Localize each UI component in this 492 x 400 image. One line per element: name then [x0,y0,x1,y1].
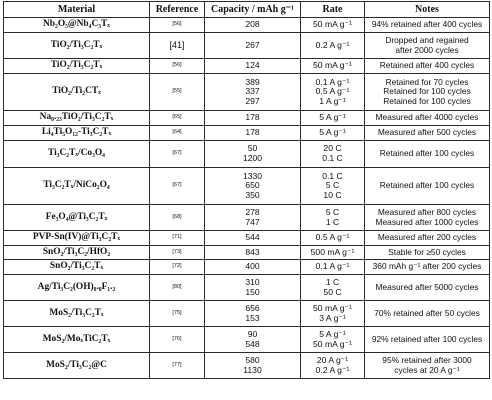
material-cell: Ti₃C₂Tₓ/Co₃O₄ [4,141,150,168]
material-cell: PVP-Sn(IV)@Ti₃C₂Tₓ [4,231,150,246]
table-row [4,59,490,74]
reference-cell: [75] [150,301,205,327]
table-row [4,205,490,231]
table-row [4,18,490,33]
reference-cell: [65] [150,111,205,126]
capacity-cell: 50 1200 [205,141,301,168]
table-row [4,168,490,205]
capacity-cell: 843 [205,246,301,260]
capacity-cell: 208 [205,18,301,33]
reference-cell: [72] [150,260,205,275]
capacity-cell: 544 [205,231,301,246]
material-cell: TiO₂/Ti₃C₂Tₓ [4,33,150,59]
notes-cell: Stable for ≥50 cycles [365,246,490,260]
reference-cell: [77] [150,353,205,379]
rate-cell: 5 A g⁻¹ [301,111,365,126]
rate-cell: 20 A g⁻¹ 0.2 A g⁻¹ [301,353,365,379]
rate-cell: 20 C 0.1 C [301,141,365,168]
reference-header: Reference [150,2,205,18]
capacity-cell: 178 [205,111,301,126]
notes-cell: Retained for 70 cycles Retained for 100 cycles Retained for 100 cycles [365,74,490,111]
reference-cell: [76] [150,327,205,353]
capacity-cell: 90 548 [205,327,301,353]
reference-cell: [73] [150,246,205,260]
rate-header: Rate [301,2,365,18]
table-row [4,231,490,246]
material-cell: Nb₂O₅@Nb₄C₃Tₓ [4,18,150,33]
material-cell: SnO₂/Ti₃C₂Tₓ [4,260,150,275]
capacity-cell: 656 153 [205,301,301,327]
material-cell: Fe₃O₄@Ti₃C₂Tₓ [4,205,150,231]
material-cell: Ag/Ti₃C₂(OH)₀.₈F₁.₂ [4,275,150,301]
capacity-cell: 178 [205,126,301,141]
rate-cell: 5 A g⁻¹ 50 mA g⁻¹ [301,327,365,353]
rate-cell: 0.5 A g⁻¹ [301,231,365,246]
notes-cell: Retained after 100 cycles [365,168,490,205]
reference-cell: [55] [150,74,205,111]
notes-cell: 360 mAh g⁻¹ after 200 cycles [365,260,490,275]
reference-cell: [67] [150,168,205,205]
material-cell: Na₀.₂₃TiO₂/Ti₃C₂Tₓ [4,111,150,126]
capacity-table [3,1,490,379]
notes-cell: Measured after 500 cycles [365,126,490,141]
reference-cell: [67] [150,141,205,168]
material-cell: Li₄Ti₅O₁₂-Ti₃C₂Tₓ [4,126,150,141]
reference-cell: [56] [150,18,205,33]
material-cell: Ti₃C₂Tₓ/NiCo₂O₄ [4,168,150,205]
material-cell: SnO₂/Ti₃C₂/HfO₂ [4,246,150,260]
reference-cell: [41] [150,33,205,59]
notes-cell: 95% retained after 3000 cycles at 20 A g⁻¹ [365,353,490,379]
table-row [4,126,490,141]
material-cell: MoS₂/MoₓTiC₂Tₓ [4,327,150,353]
table-row [4,353,490,379]
rate-cell: 50 mA g⁻¹ [301,18,365,33]
table-row [4,301,490,327]
notes-cell: Retained after 400 cycles [365,59,490,74]
notes-cell: 94% retained after 400 cycles [365,18,490,33]
capacity-cell: 580 1130 [205,353,301,379]
capacity-cell: 124 [205,59,301,74]
capacity-header: Capacity / mAh g⁻¹ [205,2,301,18]
table-row [4,74,490,111]
notes-cell: Measured after 4000 cycles [365,111,490,126]
capacity-cell: 267 [205,33,301,59]
material-cell: TiO₂/Ti₃C₂Tₓ [4,59,150,74]
reference-cell: [80] [150,275,205,301]
notes-cell: 92% retained after 100 cycles [365,327,490,353]
notes-cell: Dropped and regained after 2000 cycles [365,33,490,59]
reference-cell: [68] [150,205,205,231]
rate-cell: 1 C 50 C [301,275,365,301]
table-row [4,246,490,260]
material-cell: MoS₂/Ti₃C₂Tₓ [4,301,150,327]
material-cell: TiO₂/Ti₂CTₓ [4,74,150,111]
table-row [4,275,490,301]
rate-cell: 0.2 A g⁻¹ [301,33,365,59]
notes-cell: Retained after 100 cycles [365,141,490,168]
table-row [4,260,490,275]
capacity-cell: 278 747 [205,205,301,231]
rate-cell: 500 mA g⁻¹ [301,246,365,260]
reference-cell: [56] [150,59,205,74]
table-row [4,111,490,126]
rate-cell: 50 mA g⁻¹ [301,59,365,74]
table-row [4,141,490,168]
notes-cell: Measured after 5000 cycles [365,275,490,301]
reference-cell: [71] [150,231,205,246]
rate-cell: 0.1 A g⁻¹ [301,260,365,275]
rate-cell: 0.1 C 5 C 10 C [301,168,365,205]
material-cell: MoS₂/Ti₃C₂@C [4,353,150,379]
capacity-cell: 389 337 297 [205,74,301,111]
rate-cell: 5 C 1 C [301,205,365,231]
table-row [4,33,490,59]
rate-cell: 0.1 A g⁻¹ 0.5 A g⁻¹ 1 A g⁻¹ [301,74,365,111]
rate-cell: 50 mA g⁻¹ 3 A g⁻¹ [301,301,365,327]
reference-cell: [64] [150,126,205,141]
notes-header: Notes [365,2,490,18]
capacity-cell: 400 [205,260,301,275]
header-row [4,2,490,18]
table-row [4,327,490,353]
capacity-cell: 310 150 [205,275,301,301]
capacity-cell: 1330 650 350 [205,168,301,205]
notes-cell: Measured after 800 cycles Measured after 1000 cycles [365,205,490,231]
notes-cell: 70% retained after 50 cycles [365,301,490,327]
rate-cell: 5 A g⁻¹ [301,126,365,141]
notes-cell: Measured after 200 cycles [365,231,490,246]
material-header: Material [4,2,150,18]
